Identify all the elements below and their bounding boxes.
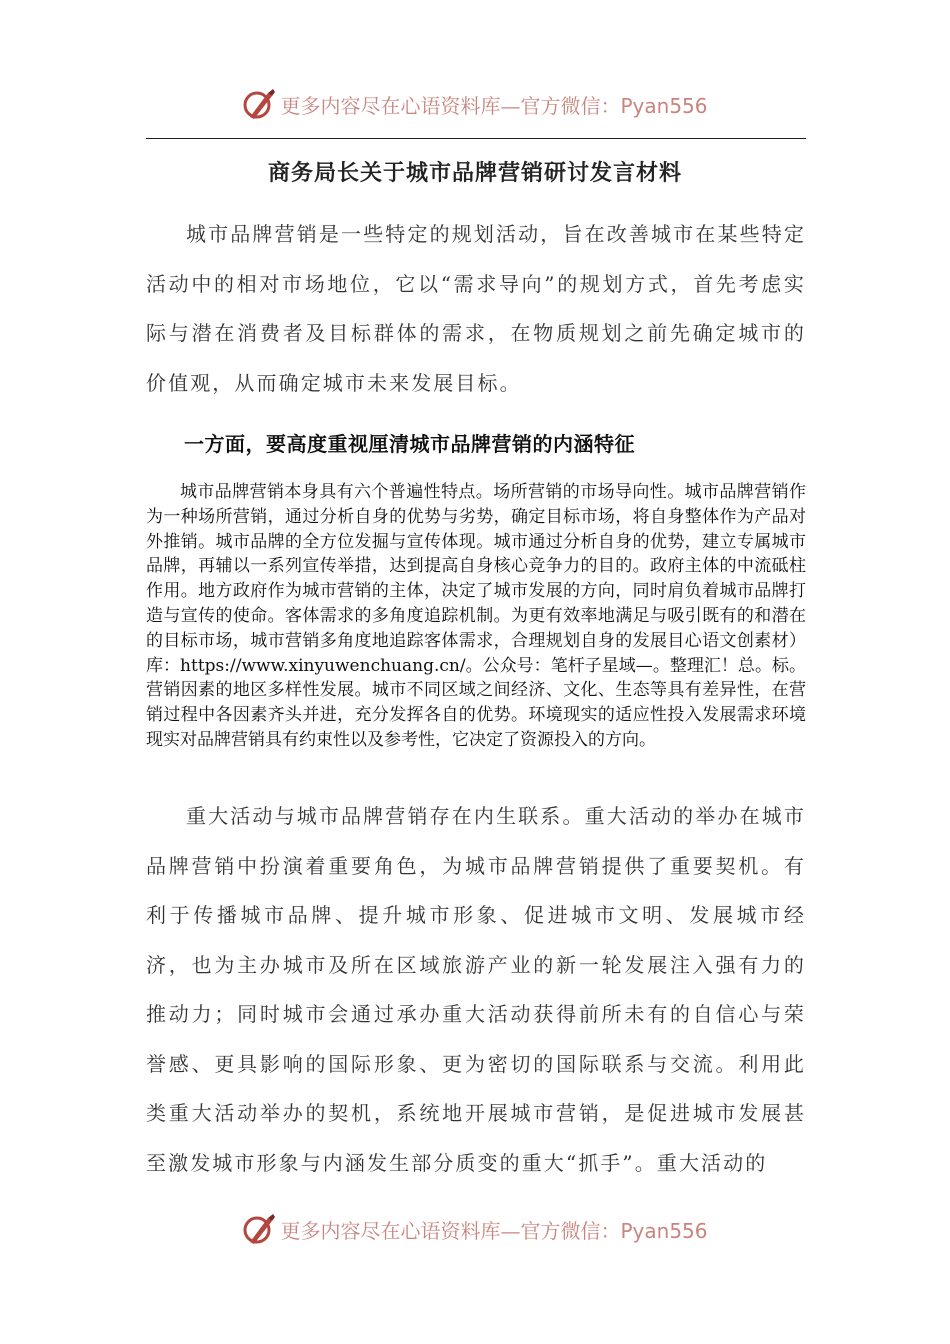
header-divider bbox=[146, 138, 806, 139]
banner-text: 更多内容尽在心语资料库—官方微信：Pyan556 bbox=[280, 93, 708, 118]
banner-text: 更多内容尽在心语资料库—官方微信：Pyan556 bbox=[280, 1218, 708, 1243]
page-title: 商务局长关于城市品牌营销研讨发言材料 bbox=[267, 160, 682, 186]
intro-paragraph: 城市品牌营销是一些特定的规划活动，旨在改善城市在某些特定活动中的相对市场地位，它以“需求导向”的规划方式，首先考虑实际与潜在消费者及目标群体的需求，在物质规划之前先确定城市的价值观，从而确定城市未来发展目标。 bbox=[146, 222, 806, 395]
body-paragraph-1: 城市品牌营销本身具有六个普遍性特点。场所营销的市场导向性。城市品牌营销作为一种场所营销，通过分析自身的优势与劣势，确定目标市场，将自身整体作为产品对外推销。城市品牌的全方位发掘与宣传体现。城市通过分析自身的优势，建立专属城市品牌，再辅以一系列宣传举措，达到提高自身核心竞争力的目的。政府主体的中流砥柱作用。地方政府作为城市营销的主体，决定了城市发展的方向，同时肩负着城市品牌打造与宣传的使命。客体需求的多角度追踪机制。为更有效率地满足与吸引既有的和潜在的目标市场，城市营销多角度地追踪客体需求，合理规划自身的发展目心语文创素材）库：https://www.xinyuwenchuang.cn/。公众号：笔杆子星域—。整理汇！总。标。营销因素的地区多样性发展。城市不同区域之间经济、文化、生态等具有差异性，在营销过程中各因素齐头并进，充分发挥各自的优势。环境现实的适应性投入发展需求环境现实对品牌营销具有约束性以及参考性，它决定了资源投入的方向。 bbox=[146, 482, 806, 750]
header-banner bbox=[0, 84, 950, 124]
pen-logo-icon bbox=[242, 87, 276, 121]
pen-logo-icon bbox=[242, 1212, 276, 1246]
section-heading: 一方面，要高度重视厘清城市品牌营销的内涵特征 bbox=[184, 432, 635, 456]
body-paragraph-2: 重大活动与城市品牌营销存在内生联系。重大活动的举办在城市品牌营销中扮演着重要角色，为城市品牌营销提供了重要契机。有利于传播城市品牌、提升城市形象、促进城市文明、发展城市经济，也为主办城市及所在区域旅游产业的新一轮发展注入强有力的推动力；同时城市会通过承办重大活动获得前所未有的自信心与荣誉感、更具影响的国际形象、更为密切的国际联系与交流。利用此类重大活动举办的契机，系统地开展城市营销，是促进城市发展甚至激发城市形象与内涵发生部分质变的重大“抓手”。重大活动的 bbox=[146, 804, 806, 1175]
footer-banner bbox=[0, 1209, 950, 1249]
